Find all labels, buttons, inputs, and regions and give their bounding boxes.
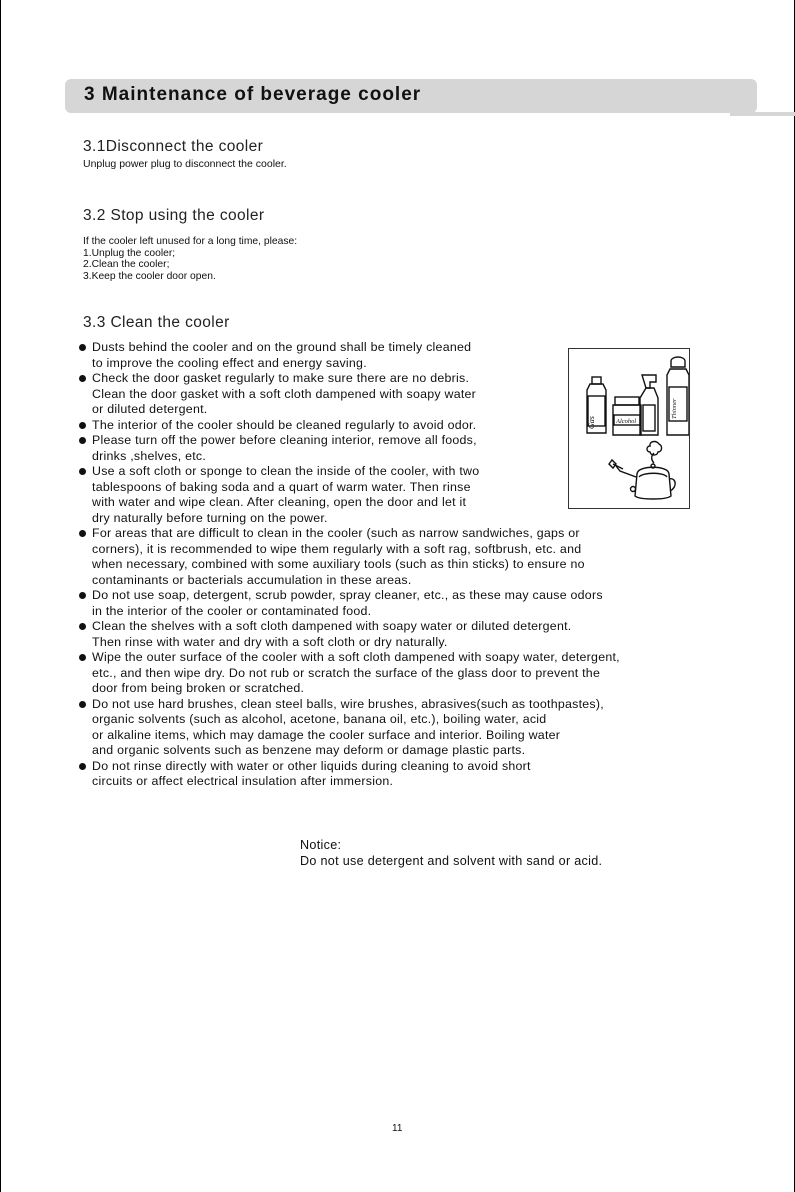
bullet-text: The interior of the cooler should be cleaned regularly to avoid odor. bbox=[92, 417, 477, 432]
stop-using-list bbox=[83, 236, 297, 283]
bullet-text: Please turn off the power before cleaning interior, remove all foods, drinks ,shelves, etc. bbox=[92, 433, 477, 463]
cleaning-products-illustration bbox=[568, 348, 690, 509]
bullet-item bbox=[77, 588, 717, 619]
bullet-text: Clean the shelves with a soft cloth dampened with soapy water or diluted detergent. Then rinse with water and dry with a soft cloth or dry naturally. bbox=[92, 619, 572, 649]
bullet-dot-icon bbox=[79, 468, 86, 475]
bullet-dot-icon bbox=[79, 422, 86, 429]
page-title: 3 Maintenance of beverage cooler bbox=[84, 84, 422, 105]
bullet-text: Use a soft cloth or sponge to clean the inside of the cooler, with two tablespoons of baking soda and a quart of warm water. Then rinse with water and wipe clean. After cleaning, open the door and let it dry naturally before turning on the power. bbox=[92, 464, 480, 525]
heading-clean: 3.3 Clean the cooler bbox=[83, 314, 230, 331]
bullet-dot-icon bbox=[79, 437, 86, 444]
bullet-item bbox=[77, 650, 717, 697]
stop-using-item: 1.Unplug the cooler; bbox=[83, 247, 176, 259]
bullet-dot-icon bbox=[79, 623, 86, 630]
bullet-item bbox=[77, 619, 717, 650]
gas-label: Gas bbox=[587, 416, 596, 429]
thinner-label: Thinner bbox=[671, 398, 678, 419]
page-number: 11 bbox=[392, 1123, 403, 1134]
stop-using-item: 3.Keep the cooler door open. bbox=[83, 271, 216, 283]
alcohol-label: Alcohol bbox=[616, 418, 637, 425]
bullet-text: Do not use hard brushes, clean steel balls, wire brushes, abrasives(such as toothpastes), organic solvents (such as alcohol, acetone, banana oil, etc.), boiling water, acid or alkaline items, which may damage the cooler surface and interior. Boiling water and organic solvents such as benzene may deform or damage plastic parts. bbox=[92, 696, 604, 757]
heading-disconnect: 3.1Disconnect the cooler bbox=[83, 138, 264, 155]
bullet-item bbox=[77, 759, 717, 790]
bullet-text: Do not use soap, detergent, scrub powder, spray cleaner, etc., as these may cause odors in the interior of the cooler or contaminated food. bbox=[92, 588, 603, 618]
bullet-dot-icon bbox=[79, 701, 86, 708]
notice-label: Notice: bbox=[300, 838, 342, 852]
bullet-text: For areas that are difficult to clean in the cooler (such as narrow sandwiches, gaps or corners), it is recommended to wipe them regularly with a soft rag, softbrush, etc. and when necessary, combined with some auxiliary tools (such as thin sticks) to ensure no contaminants or bacterials accumulation in these areas. bbox=[92, 526, 585, 587]
bullet-dot-icon bbox=[79, 375, 86, 382]
page-edge-left bbox=[0, 0, 1, 1192]
notice-block bbox=[300, 838, 602, 869]
stop-using-item: 2.Clean the cooler; bbox=[83, 259, 170, 271]
bullet-dot-icon bbox=[79, 530, 86, 537]
heading-stop-using: 3.2 Stop using the cooler bbox=[83, 207, 265, 224]
bullet-text: Wipe the outer surface of the cooler with a soft cloth dampened with soapy water, detergent, etc., and then wipe dry. Do not rub or scratch the surface of the glass door to prevent the door from being broken or scratched. bbox=[92, 650, 620, 695]
bullet-item bbox=[77, 697, 717, 759]
bullet-text: Check the door gasket regularly to make sure there are no debris. Clean the door gasket with a soft cloth dampened with soapy water or diluted detergent. bbox=[92, 371, 477, 416]
title-rule bbox=[730, 112, 795, 116]
bullet-dot-icon bbox=[79, 344, 86, 351]
bullet-dot-icon bbox=[79, 592, 86, 599]
notice-text: Do not use detergent and solvent with sand or acid. bbox=[300, 853, 603, 868]
stop-using-intro: If the cooler left unused for a long time, please: bbox=[83, 236, 298, 247]
cleaning-products-icon bbox=[569, 349, 689, 508]
bullet-text: Do not rinse directly with water or other liquids during cleaning to avoid short circuits or affect electrical insulation after immersion. bbox=[92, 758, 531, 788]
bullet-dot-icon bbox=[79, 654, 86, 661]
text-disconnect: Unplug power plug to disconnect the cooler. bbox=[83, 158, 287, 170]
bullet-dot-icon bbox=[79, 763, 86, 770]
bullet-item bbox=[77, 526, 717, 588]
bullet-text: Dusts behind the cooler and on the ground shall be timely cleaned to improve the cooling effect and energy saving. bbox=[92, 340, 472, 370]
section-title-bar bbox=[65, 79, 757, 113]
